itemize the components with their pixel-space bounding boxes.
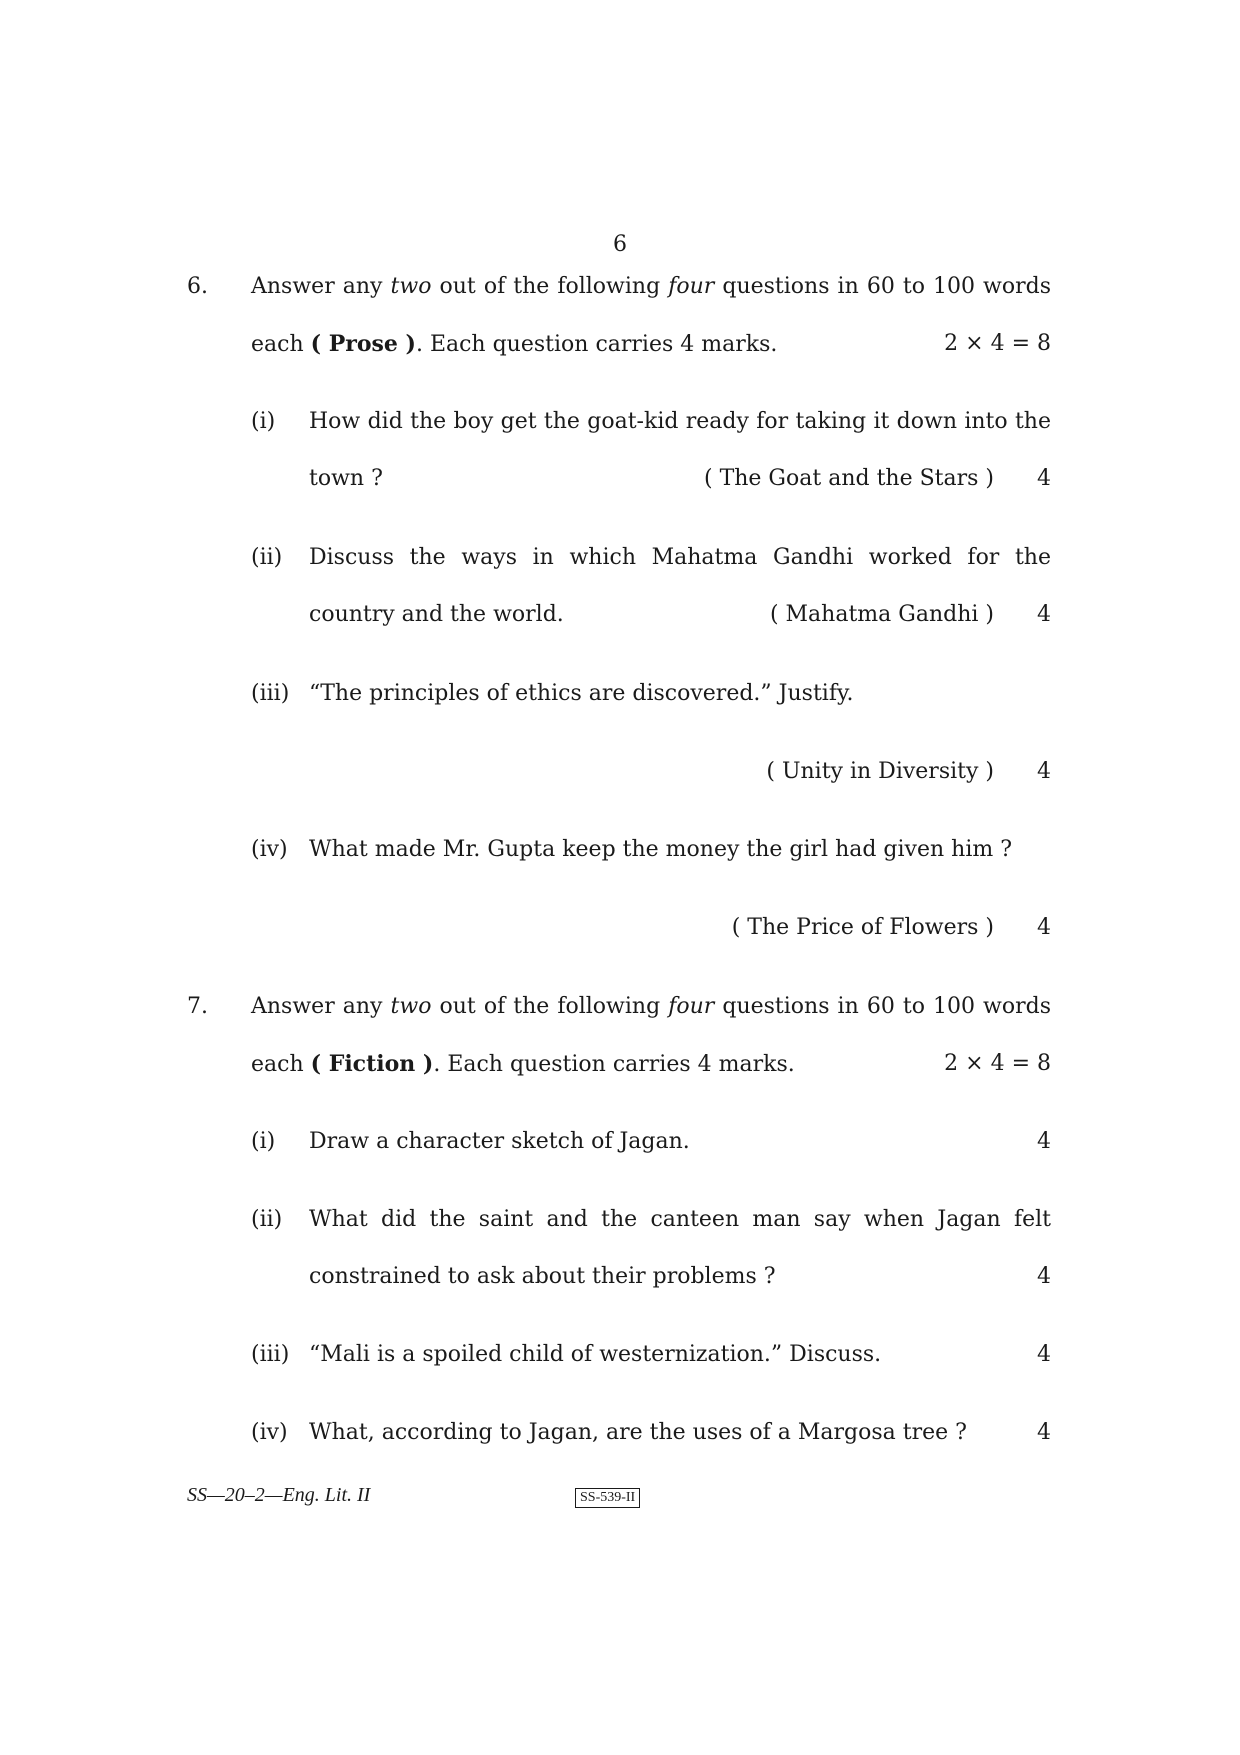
q7-text-mid: out of the following	[431, 994, 669, 1019]
q6-item-iv-text-1: What made Mr. Gupta keep the money the girl had given him ?	[309, 837, 1013, 862]
q7-line2-post: . Each question carries 4 marks.	[433, 1052, 795, 1077]
q6-item-i-source: ( The Goat and the Stars )	[704, 466, 994, 491]
q6-item-i-marks: 4	[1037, 466, 1051, 491]
q6-item-iii-text-1: “The principles of ethics are discovered.” Justify.	[309, 681, 854, 706]
q7-item-ii-label: (ii)	[251, 1207, 283, 1232]
q6-section-label: ( Prose )	[310, 331, 416, 357]
q7-item-iii-line-1	[0, 1340, 1240, 1370]
q6-text-em-four: four	[668, 274, 715, 299]
q7-item-i-marks: 4	[1037, 1129, 1051, 1154]
q7-total-marks: 2 × 4 = 8	[944, 1051, 1051, 1076]
q7-section-label: ( Fiction )	[310, 1051, 434, 1077]
q6-item-iii-line-1	[0, 679, 1240, 709]
q7-item-i-label: (i)	[251, 1129, 276, 1154]
q7-item-iv-line-1	[0, 1418, 1240, 1448]
q7-item-i-text-1: Draw a character sketch of Jagan.	[309, 1129, 690, 1154]
q6-text-post: questions in 60 to 100 words	[714, 274, 1052, 299]
q6-text-em-two: two	[390, 274, 432, 299]
q7-item-i-line-1	[0, 1127, 1240, 1157]
q7-number: 7.	[187, 994, 208, 1019]
page-number: 6	[613, 232, 627, 257]
q7-item-iv-text-1: What, according to Jagan, are the uses of a Margosa tree ?	[309, 1420, 967, 1445]
q7-item-ii-line-1	[0, 1205, 1240, 1235]
q6-item-ii-marks: 4	[1037, 602, 1051, 627]
q6-line2-pre: each	[251, 332, 311, 357]
q7-line2-pre: each	[251, 1052, 311, 1077]
q7-item-ii-marks: 4	[1037, 1264, 1051, 1289]
q6-instruction-line-2	[251, 329, 777, 360]
q6-item-iv-marks: 4	[1037, 915, 1051, 940]
q6-item-iv-line-1	[0, 835, 1240, 865]
q7-line-2	[0, 1049, 1240, 1079]
q7-item-iv-marks: 4	[1037, 1420, 1051, 1445]
q7-instruction-line-2	[251, 1049, 795, 1080]
q7-item-ii-text-1: What did the saint and the canteen man say when Jagan felt	[309, 1207, 1051, 1232]
q6-item-ii-source: ( Mahatma Gandhi )	[769, 602, 994, 627]
q7-item-iii-marks: 4	[1037, 1342, 1051, 1367]
q6-item-ii-label: (ii)	[251, 545, 283, 570]
q7-text-em-four: four	[668, 994, 715, 1019]
q7-item-iii-label: (iii)	[251, 1342, 290, 1367]
q7-item-iv-label: (iv)	[251, 1420, 288, 1445]
q7-text-pre: Answer any	[251, 994, 391, 1019]
q6-item-ii-line-1	[0, 543, 1240, 573]
q7-instruction-line-1	[251, 992, 1051, 1022]
q6-line-2	[0, 329, 1240, 359]
q6-item-i-label: (i)	[251, 409, 276, 434]
footer-paper-code: SS—20–2—Eng. Lit. II	[187, 1484, 371, 1506]
q6-number: 6.	[187, 274, 208, 299]
q6-item-iii-marks: 4	[1037, 759, 1051, 784]
q6-item-i-line-1	[0, 407, 1240, 437]
q6-text-pre: Answer any	[251, 274, 391, 299]
q6-item-iv-label: (iv)	[251, 837, 288, 862]
q6-total-marks: 2 × 4 = 8	[944, 331, 1051, 356]
q6-item-i-text-1: How did the boy get the goat-kid ready for taking it down into the	[309, 409, 1051, 434]
q6-item-iii-line-2	[0, 757, 1240, 787]
q6-item-iv-source: ( The Price of Flowers )	[731, 915, 994, 940]
q7-text-em-two: two	[390, 994, 432, 1019]
q6-item-ii-text-2: country and the world.	[309, 602, 564, 627]
q7-item-ii-text-2: constrained to ask about their problems ?	[309, 1264, 776, 1289]
q7-line-1	[0, 992, 1240, 1022]
q6-item-iii-label: (iii)	[251, 681, 290, 706]
footer-booklet-code: SS-539-II	[575, 1488, 640, 1508]
q7-item-ii-line-2	[0, 1262, 1240, 1292]
q6-item-ii-text-1: Discuss the ways in which Mahatma Gandhi worked for the	[309, 545, 1051, 570]
q6-item-iii-source: ( Unity in Diversity )	[766, 759, 994, 784]
q6-item-ii-line-2	[0, 600, 1240, 630]
q6-item-iv-line-2	[0, 913, 1240, 943]
q6-line2-post: . Each question carries 4 marks.	[415, 332, 778, 357]
q7-item-iii-text-1: “Mali is a spoiled child of westernization.” Discuss.	[309, 1342, 882, 1367]
q7-text-post: questions in 60 to 100 words	[714, 994, 1052, 1019]
q6-line-1	[0, 272, 1240, 302]
q6-instruction-line-1	[251, 272, 1051, 302]
q6-item-i-text-2: town ?	[309, 466, 383, 491]
q6-item-i-line-2	[0, 464, 1240, 494]
q6-text-mid: out of the following	[431, 274, 669, 299]
